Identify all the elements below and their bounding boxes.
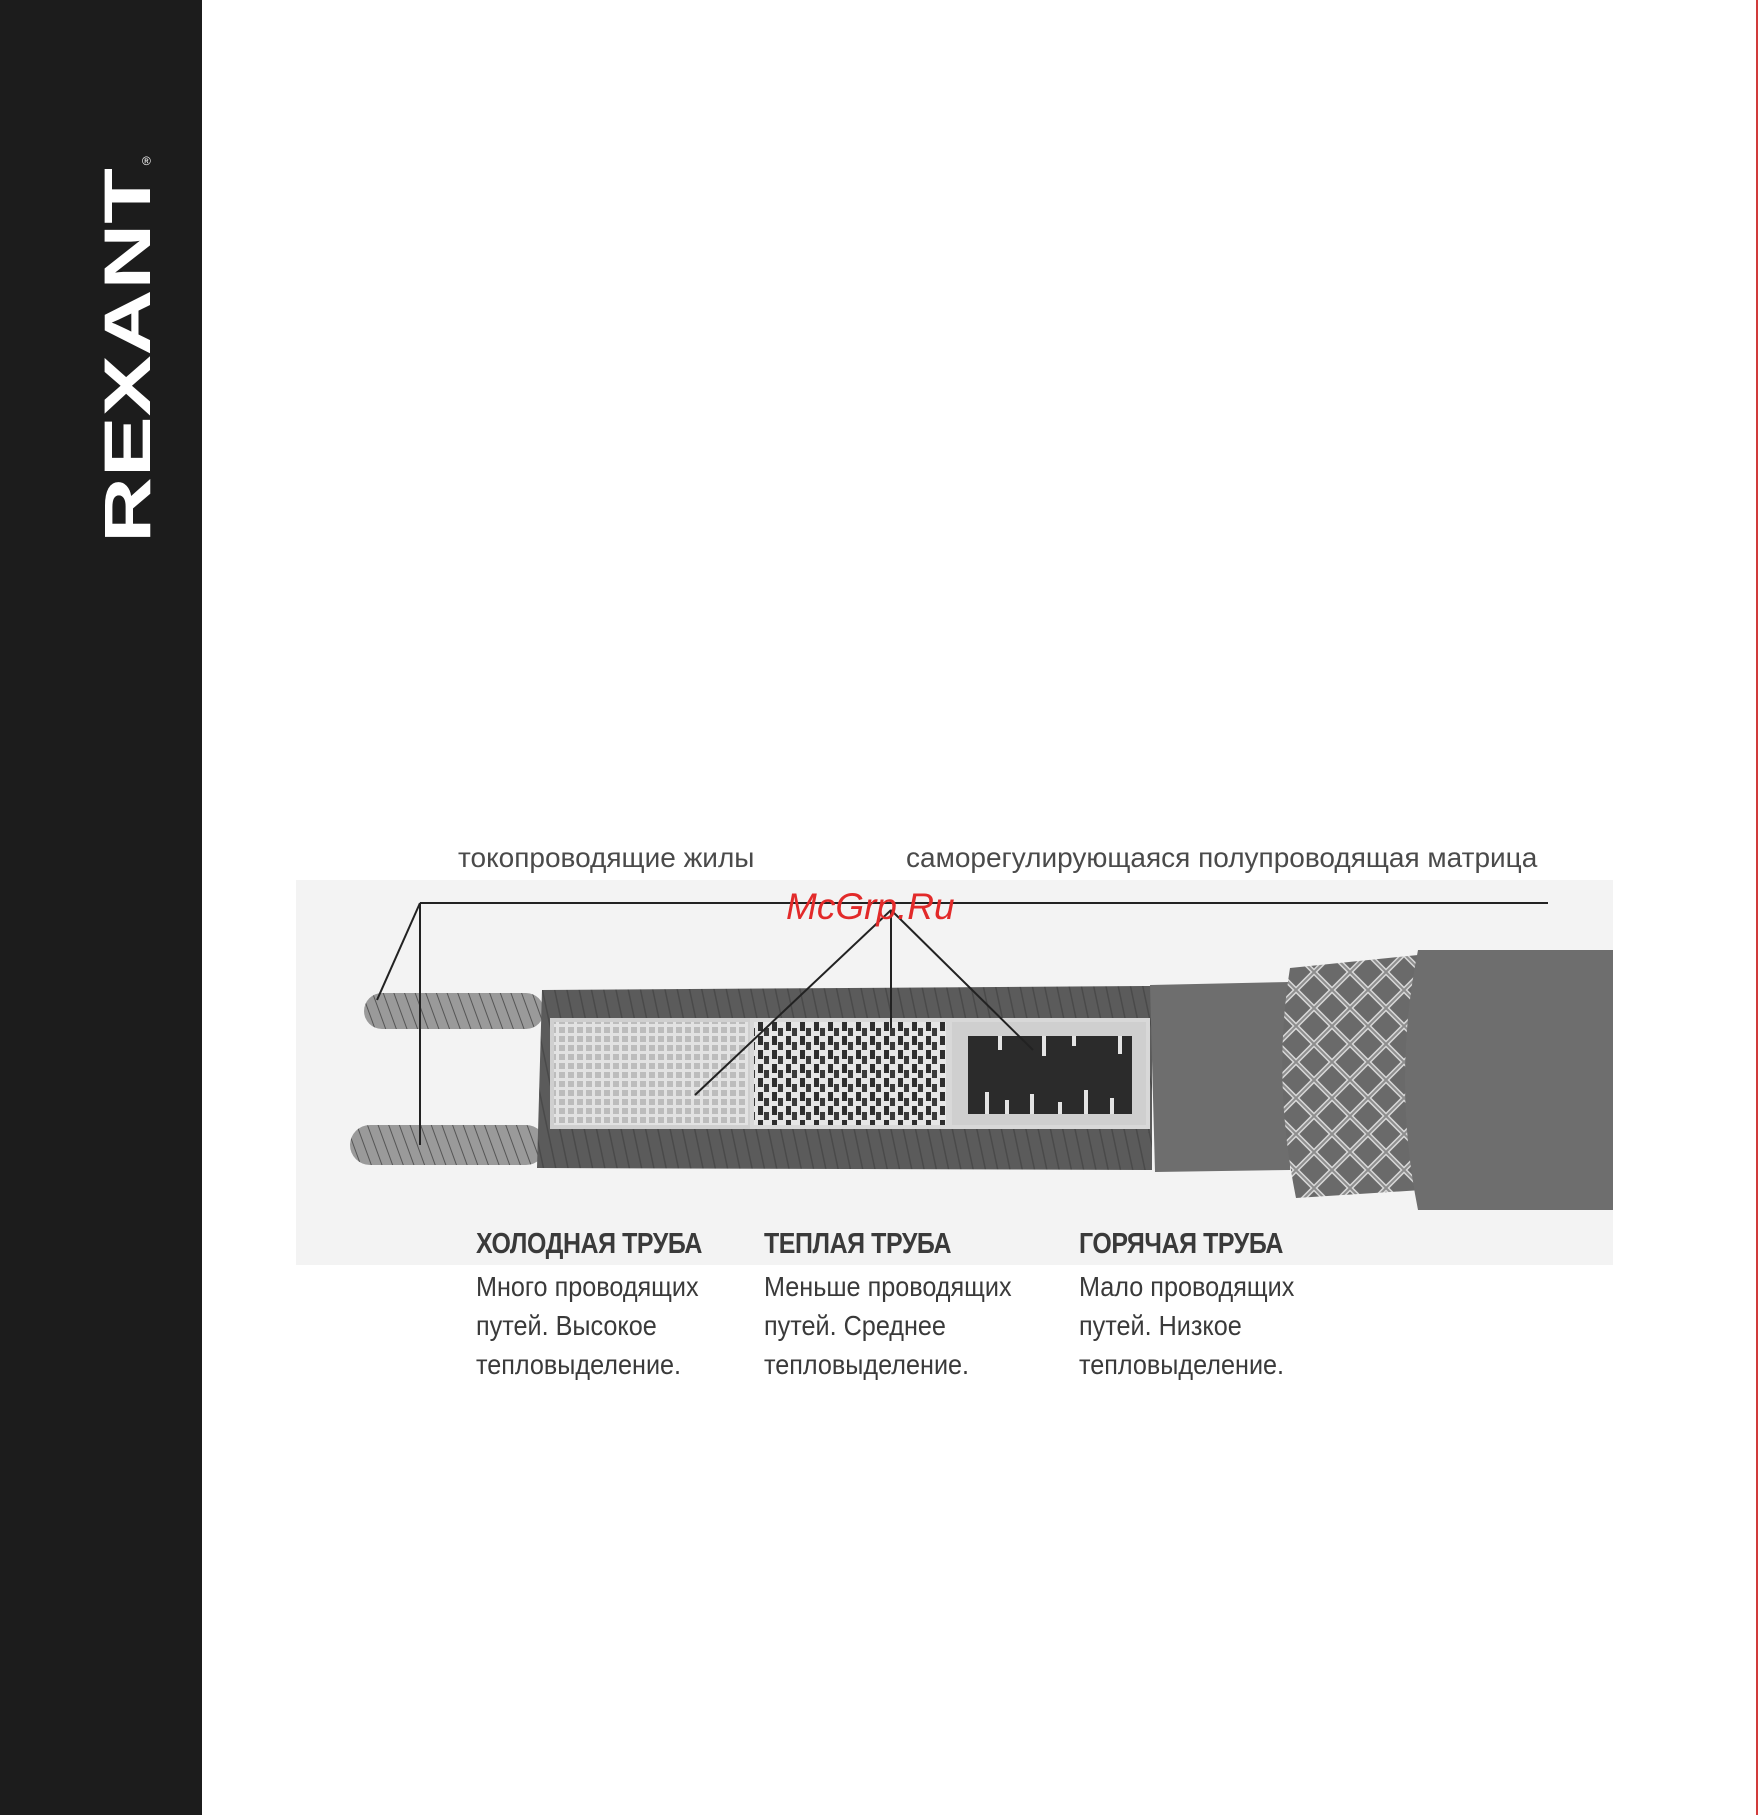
hot-pipe-line: путей. Низкое [1079, 1310, 1242, 1341]
bottom-conductor [350, 1125, 546, 1165]
cold-pipe-line: Много проводящих [476, 1271, 699, 1302]
warm-pipe-state [764, 1228, 1064, 1384]
warm-pipe-line: тепловыделение. [764, 1349, 970, 1380]
cold-pipe-line: путей. Высокое [476, 1310, 657, 1341]
callout-conductors: токопроводящие жилы [458, 842, 755, 873]
matrix-hot-core [968, 1036, 1132, 1114]
hot-pipe-state [1079, 1228, 1379, 1384]
hot-pipe-title: ГОРЯЧАЯ ТРУБА [1079, 1228, 1283, 1260]
watermark: McGrp.Ru [786, 886, 955, 927]
hot-pipe-line: Мало проводящих [1079, 1271, 1295, 1302]
top-conductor [364, 993, 544, 1029]
cold-pipe-title: ХОЛОДНАЯ ТРУБА [476, 1228, 703, 1260]
warm-pipe-line: Меньше проводящих [764, 1271, 1012, 1302]
warm-pipe-line: путей. Среднее [764, 1310, 946, 1341]
cold-pipe-line: тепловыделение. [476, 1349, 682, 1380]
outer-sheath [1405, 950, 1613, 1210]
matrix-warm-section [752, 1020, 948, 1127]
rexant-logo-text: REXANT [90, 271, 164, 543]
registered-mark: ® [142, 154, 151, 168]
warm-pipe-title: ТЕПЛАЯ ТРУБА [764, 1228, 952, 1260]
cold-pipe-state [476, 1228, 776, 1384]
metal-braid [1282, 955, 1422, 1198]
insulation-jacket [1150, 982, 1290, 1172]
callout-matrix: саморегулирующаяся полупроводящая матрица [906, 842, 1538, 873]
hot-pipe-line: тепловыделение. [1079, 1349, 1285, 1380]
matrix-cold-section [552, 1020, 750, 1127]
